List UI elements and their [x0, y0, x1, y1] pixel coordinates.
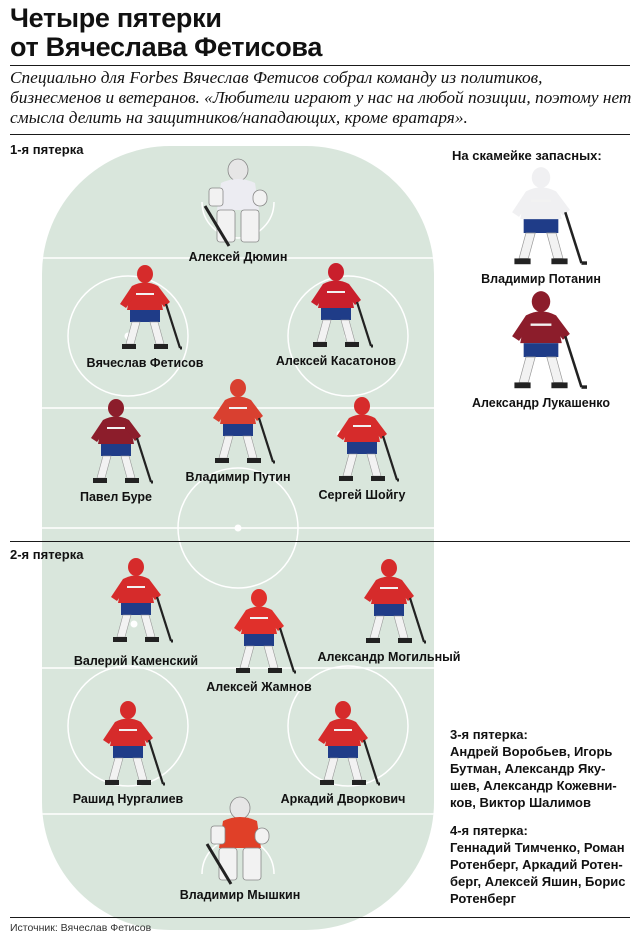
third-five-line: Бутман, Александр Яку- [450, 761, 606, 776]
player-second-3 [174, 588, 344, 694]
bench-player-1 [446, 166, 636, 286]
player-first-1 [60, 264, 230, 370]
hockey-player-icon [222, 588, 296, 678]
player-name: Павел Буре [79, 490, 152, 504]
bench-player-2 [446, 290, 636, 410]
player-name: Сергей Шойгу [318, 488, 406, 502]
player-name: Алексей Жамнов [206, 680, 312, 694]
source-note: Источник: Вячеслав Фетисов [10, 922, 152, 934]
player-name: Алексей Касатонов [275, 354, 397, 368]
player-name: Вячеслав Фетисов [86, 356, 204, 370]
player-name: Рашид Нургалиев [72, 792, 184, 806]
second-five-label: 2-я пятерка [10, 547, 84, 562]
first-five-label: 1-я пятерка [10, 142, 84, 157]
player-first-goalie [153, 158, 323, 264]
player-first-4 [31, 398, 201, 504]
third-five [450, 726, 630, 811]
page-title [10, 4, 630, 62]
hockey-player-icon [495, 166, 587, 270]
fourth-five [450, 822, 630, 907]
third-five-label: 3-я пятерка: [450, 727, 528, 742]
title-rule [10, 65, 630, 66]
section-divider [10, 541, 630, 542]
hockey-player-icon [99, 552, 173, 652]
player-name: Алексей Дюмин [188, 250, 288, 264]
intro-text: Специально для Forbes Вячеслав Фетисов собрал команду из политиков, бизнесменов и ветеранов. «Любители играют у нас на любой позиции, поэтому нет смысла делить на защитников/нападающих, кроме вратаря». [10, 68, 632, 127]
hockey-player-icon [299, 262, 373, 352]
third-five-line: шев, Александр Кожевни- [450, 778, 617, 793]
fourth-five-label: 4-я пятерка: [450, 823, 528, 838]
fourth-five-line: Ротенберг, Аркадий Ротен- [450, 857, 623, 872]
intro-rule [10, 134, 630, 135]
title-line-2: от Вячеслава Фетисова [10, 32, 323, 62]
player-name: Владимир Путин [185, 470, 291, 484]
hockey-player-icon [201, 378, 275, 468]
footer-rule [10, 917, 630, 918]
fourth-five-line: Геннадий Тимченко, Роман [450, 840, 625, 855]
hockey-player-icon [306, 700, 380, 790]
player-first-2 [251, 262, 421, 368]
player-second-5 [258, 700, 428, 806]
fourth-five-line: Ротенберг [450, 891, 517, 906]
player-second-goalie [155, 796, 325, 902]
third-five-line: ков, Виктор Шалимов [450, 795, 591, 810]
player-name: Александр Лукашенко [471, 396, 611, 410]
player-first-5 [277, 396, 447, 502]
player-name: Владимир Мышкин [179, 888, 301, 902]
bench-label: На скамейке запасных: [452, 148, 602, 163]
hockey-goalie-icon [201, 158, 275, 248]
hockey-player-icon [325, 396, 399, 486]
title-line-1: Четыре пятерки [10, 3, 222, 33]
hockey-player-icon [495, 290, 587, 394]
player-name: Аркадий Дворкович [280, 792, 406, 806]
hockey-player-icon [79, 398, 153, 488]
hockey-player-icon [91, 700, 165, 790]
player-name: Александр Могильный [317, 650, 461, 664]
player-second-4 [43, 700, 213, 806]
fourth-five-line: берг, Алексей Яшин, Борис [450, 874, 626, 889]
hockey-player-icon [108, 264, 182, 354]
third-five-line: Андрей Воробьев, Игорь [450, 744, 613, 759]
hockey-goalie-icon [203, 796, 277, 886]
player-name: Владимир Потанин [481, 272, 601, 286]
hockey-player-icon [352, 558, 426, 648]
player-name: Валерий Каменский [73, 654, 199, 668]
